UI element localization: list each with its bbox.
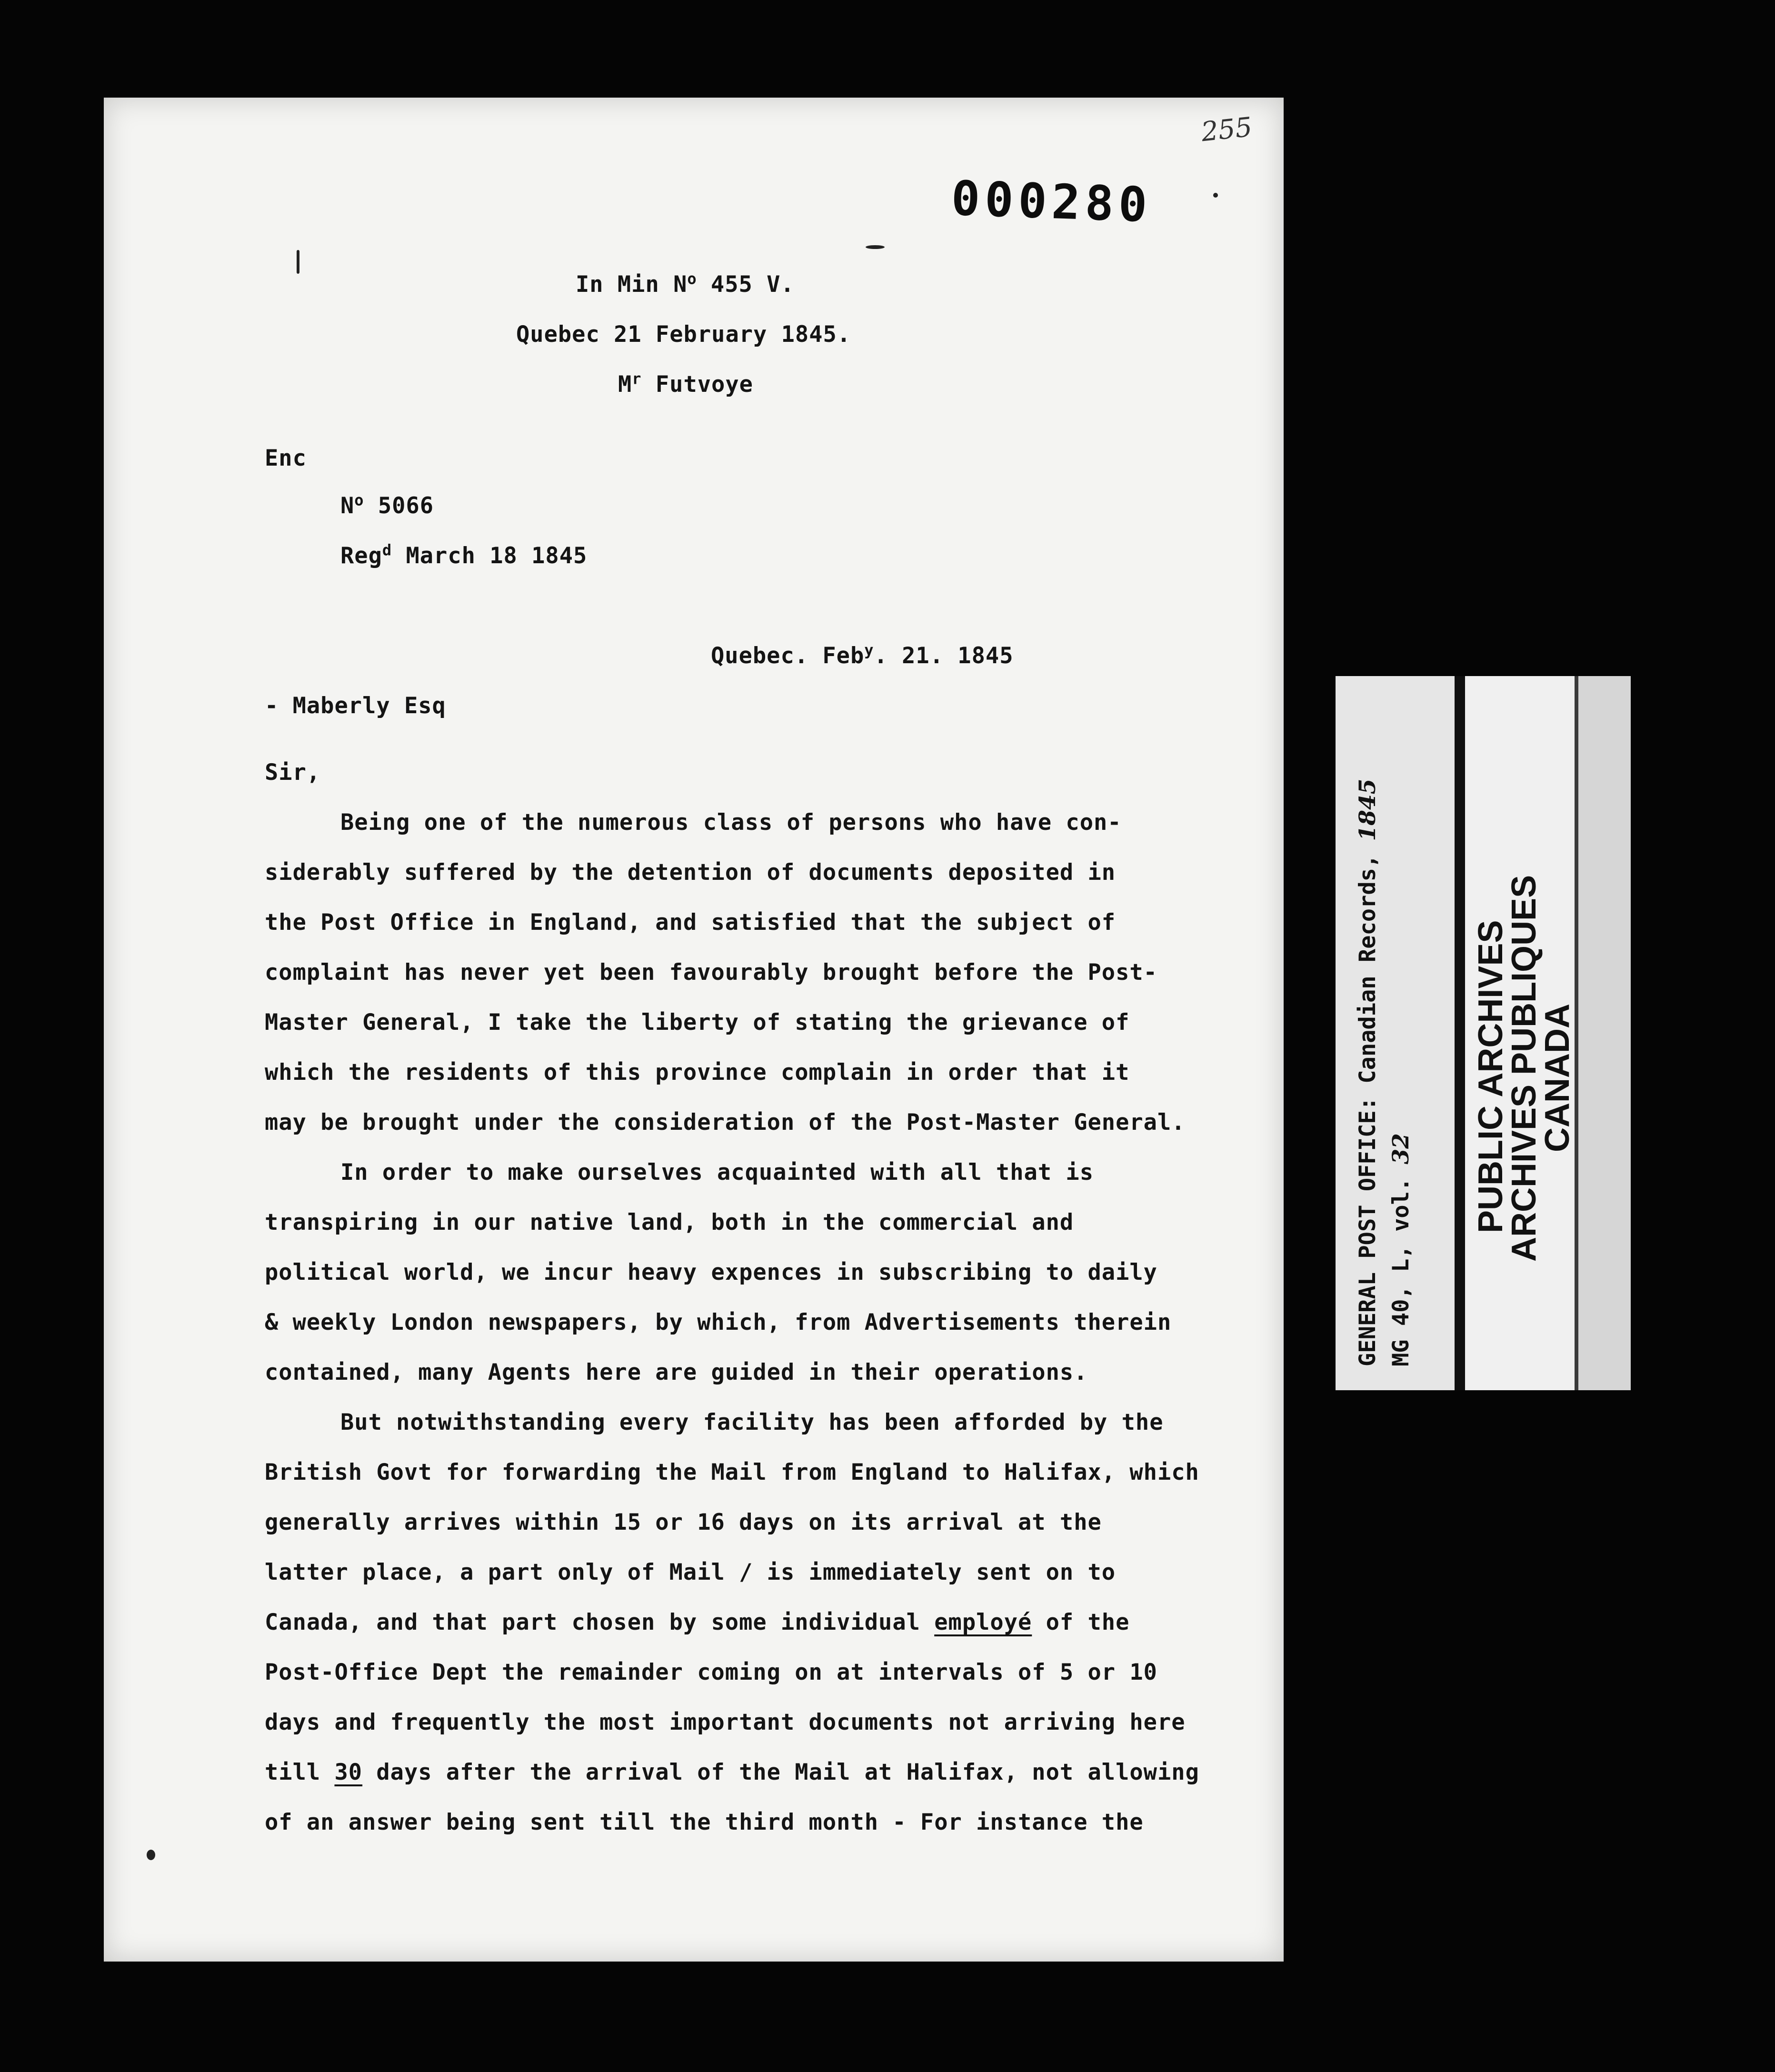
body-line: transpiring in our native land, both in the commercial and <box>265 1209 1074 1235</box>
body-line: In order to make ourselves acquainted with all that is <box>340 1159 1094 1185</box>
stamp-number: 000280 <box>950 170 1153 233</box>
header-line-2: Quebec 21 February 1845. <box>516 321 851 348</box>
label-canada: CANADA <box>1538 1004 1576 1152</box>
body-line: siderably suffered by the detention of documents deposited in <box>265 859 1116 886</box>
label-volume-line: MG 40, L, vol. 32 <box>1388 1133 1414 1366</box>
body-line: may be brought under the consideration of the Post-Master General. <box>265 1109 1186 1136</box>
label-series-line: GENERAL POST OFFICE: Canadian Records, 1845 <box>1355 778 1381 1366</box>
pencil-page-number: 255 <box>1199 111 1254 148</box>
label-archives-publiques: ARCHIVES PUBLIQUES <box>1505 875 1543 1262</box>
enc-label: Enc <box>265 445 307 471</box>
body-line: Master General, I take the liberty of stating the grievance of <box>265 1009 1130 1036</box>
body-line: days and frequently the most important documents not arriving here <box>265 1709 1186 1735</box>
header-line-1: In Min $N^o$ 455 V. <box>576 269 795 298</box>
addressee: - Maberly Esq <box>265 693 446 719</box>
dateline: Quebec. Feb$^y$. 21. 1845 <box>711 641 1014 669</box>
underlined-word: employé <box>934 1609 1032 1635</box>
underlined-number: 30 <box>334 1759 363 1785</box>
body-line: which the residents of this province complain in order that it <box>265 1059 1130 1086</box>
body-line: & weekly London newspapers, by which, from Advertisements therein <box>265 1309 1172 1335</box>
number-line: $N^o$ 5066 <box>340 491 434 519</box>
body-line: latter place, a part only of Mail / is immediately sent on to <box>265 1559 1116 1585</box>
body-line: British Govt for forwarding the Mail from England to Halifax, which <box>265 1459 1199 1485</box>
body-line: the Post Office in England, and satisfied that the subject of <box>265 909 1116 936</box>
body-line: till 30 days after the arrival of the Mail at Halifax, not allowing <box>265 1759 1199 1785</box>
body-line: Being one of the numerous class of persons who have con- <box>340 809 1122 836</box>
salutation: Sir, <box>265 759 321 786</box>
ink-speck <box>866 245 885 249</box>
ink-speck <box>1213 193 1218 198</box>
body-line: generally arrives within 15 or 16 days on its arrival at the <box>265 1509 1102 1535</box>
header-line-3: $M^r$ Futvoye <box>618 369 753 398</box>
body-line: But notwithstanding every facility has been afforded by the <box>340 1409 1164 1435</box>
body-line: complaint has never yet been favourably brought before the Post- <box>265 959 1157 986</box>
registered-line: Reg$^d$ March 18 1845 <box>340 541 588 569</box>
body-line: Canada, and that part chosen by some individual employé of the <box>265 1609 1130 1635</box>
body-line: political world, we incur heavy expences in subscribing to daily <box>265 1259 1157 1285</box>
ink-speck <box>297 250 299 274</box>
archive-label <box>1336 676 1631 1390</box>
document-page <box>104 98 1284 1962</box>
ink-speck <box>147 1850 155 1860</box>
label-public-archives: PUBLIC ARCHIVES <box>1472 920 1510 1233</box>
body-line: Post-Office Dept the remainder coming on at intervals of 5 or 10 <box>265 1659 1157 1685</box>
body-line: contained, many Agents here are guided in their operations. <box>265 1359 1088 1385</box>
body-line: of an answer being sent till the third month - For instance the <box>265 1809 1144 1835</box>
